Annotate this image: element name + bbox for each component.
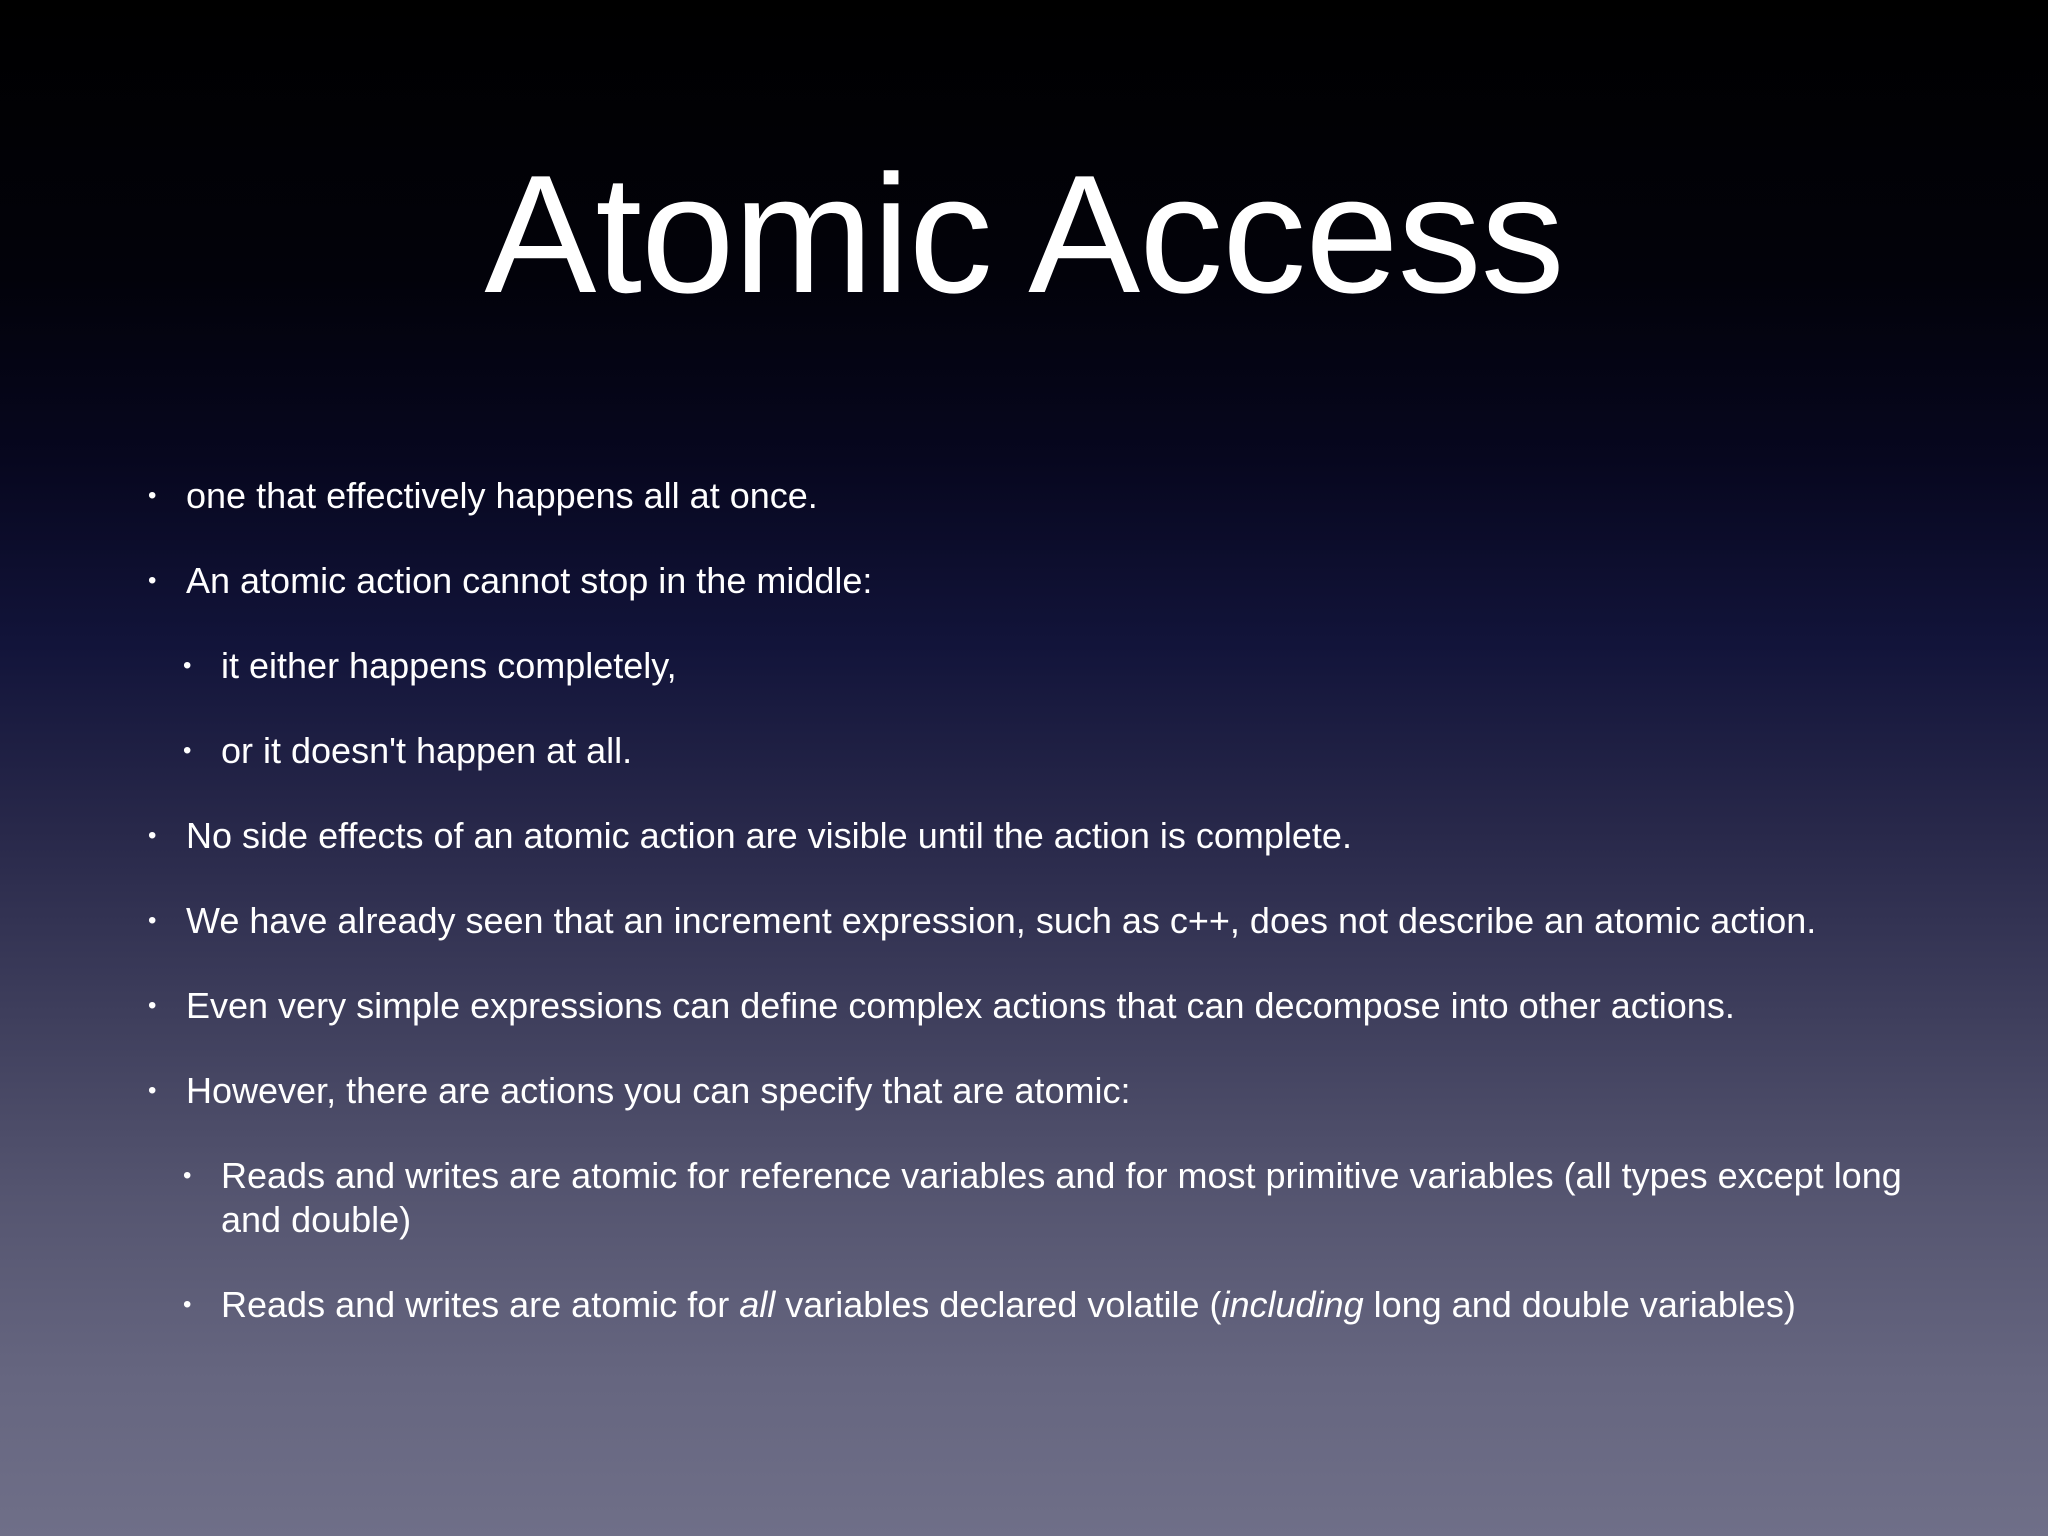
bullet-text-emphasis: including	[1221, 1284, 1364, 1325]
bullet-dot-icon: •	[183, 1162, 192, 1189]
bullet-item	[148, 1069, 1908, 1113]
bullet-text: No side effects of an atomic action are visible until the action is complete.	[186, 815, 1352, 856]
bullet-item	[148, 559, 1908, 603]
sub-bullet-item	[148, 729, 1908, 773]
bullet-dot-icon: •	[183, 1291, 192, 1318]
bullet-item	[148, 474, 1908, 518]
bullet-text: An atomic action cannot stop in the middle:	[186, 560, 873, 601]
bullet-text: it either happens completely,	[221, 645, 677, 686]
bullet-text-part: variables declared volatile (	[775, 1284, 1222, 1325]
bullet-text-part: Reads and writes are atomic for	[221, 1284, 740, 1325]
bullet-dot-icon: •	[183, 652, 192, 679]
bullet-text-emphasis: all	[739, 1284, 776, 1325]
bullet-text: Reads and writes are atomic for reference variables and for most primitive variables (all types except long and double)	[221, 1155, 1902, 1240]
bullet-text: We have already seen that an increment expression, such as c++, does not describe an atomic action.	[186, 900, 1817, 941]
slide-title: Atomic Access	[484, 140, 1564, 328]
sub-bullet-item	[148, 1154, 1908, 1242]
bullet-dot-icon: •	[148, 992, 157, 1019]
bullet-text	[221, 1284, 1796, 1325]
bullet-text: However, there are actions you can specify that are atomic:	[186, 1070, 1131, 1111]
bullet-item	[148, 899, 1908, 943]
bullet-text: Even very simple expressions can define complex actions that can decompose into other actions.	[186, 985, 1735, 1026]
bullet-item	[148, 814, 1908, 858]
bullet-dot-icon: •	[148, 1077, 157, 1104]
sub-bullet-item	[148, 1283, 1908, 1327]
bullet-dot-icon: •	[148, 822, 157, 849]
bullet-dot-icon: •	[183, 737, 192, 764]
bullet-dot-icon: •	[148, 907, 157, 934]
sub-bullet-item	[148, 644, 1908, 688]
bullet-text-part: long and double variables)	[1363, 1284, 1796, 1325]
bullet-dot-icon: •	[148, 482, 157, 509]
bullet-dot-icon: •	[148, 567, 157, 594]
bullet-item	[148, 984, 1908, 1028]
bullet-text: or it doesn't happen at all.	[221, 730, 633, 771]
bullet-text: one that effectively happens all at once.	[186, 475, 818, 516]
bullet-list	[148, 474, 1908, 1368]
